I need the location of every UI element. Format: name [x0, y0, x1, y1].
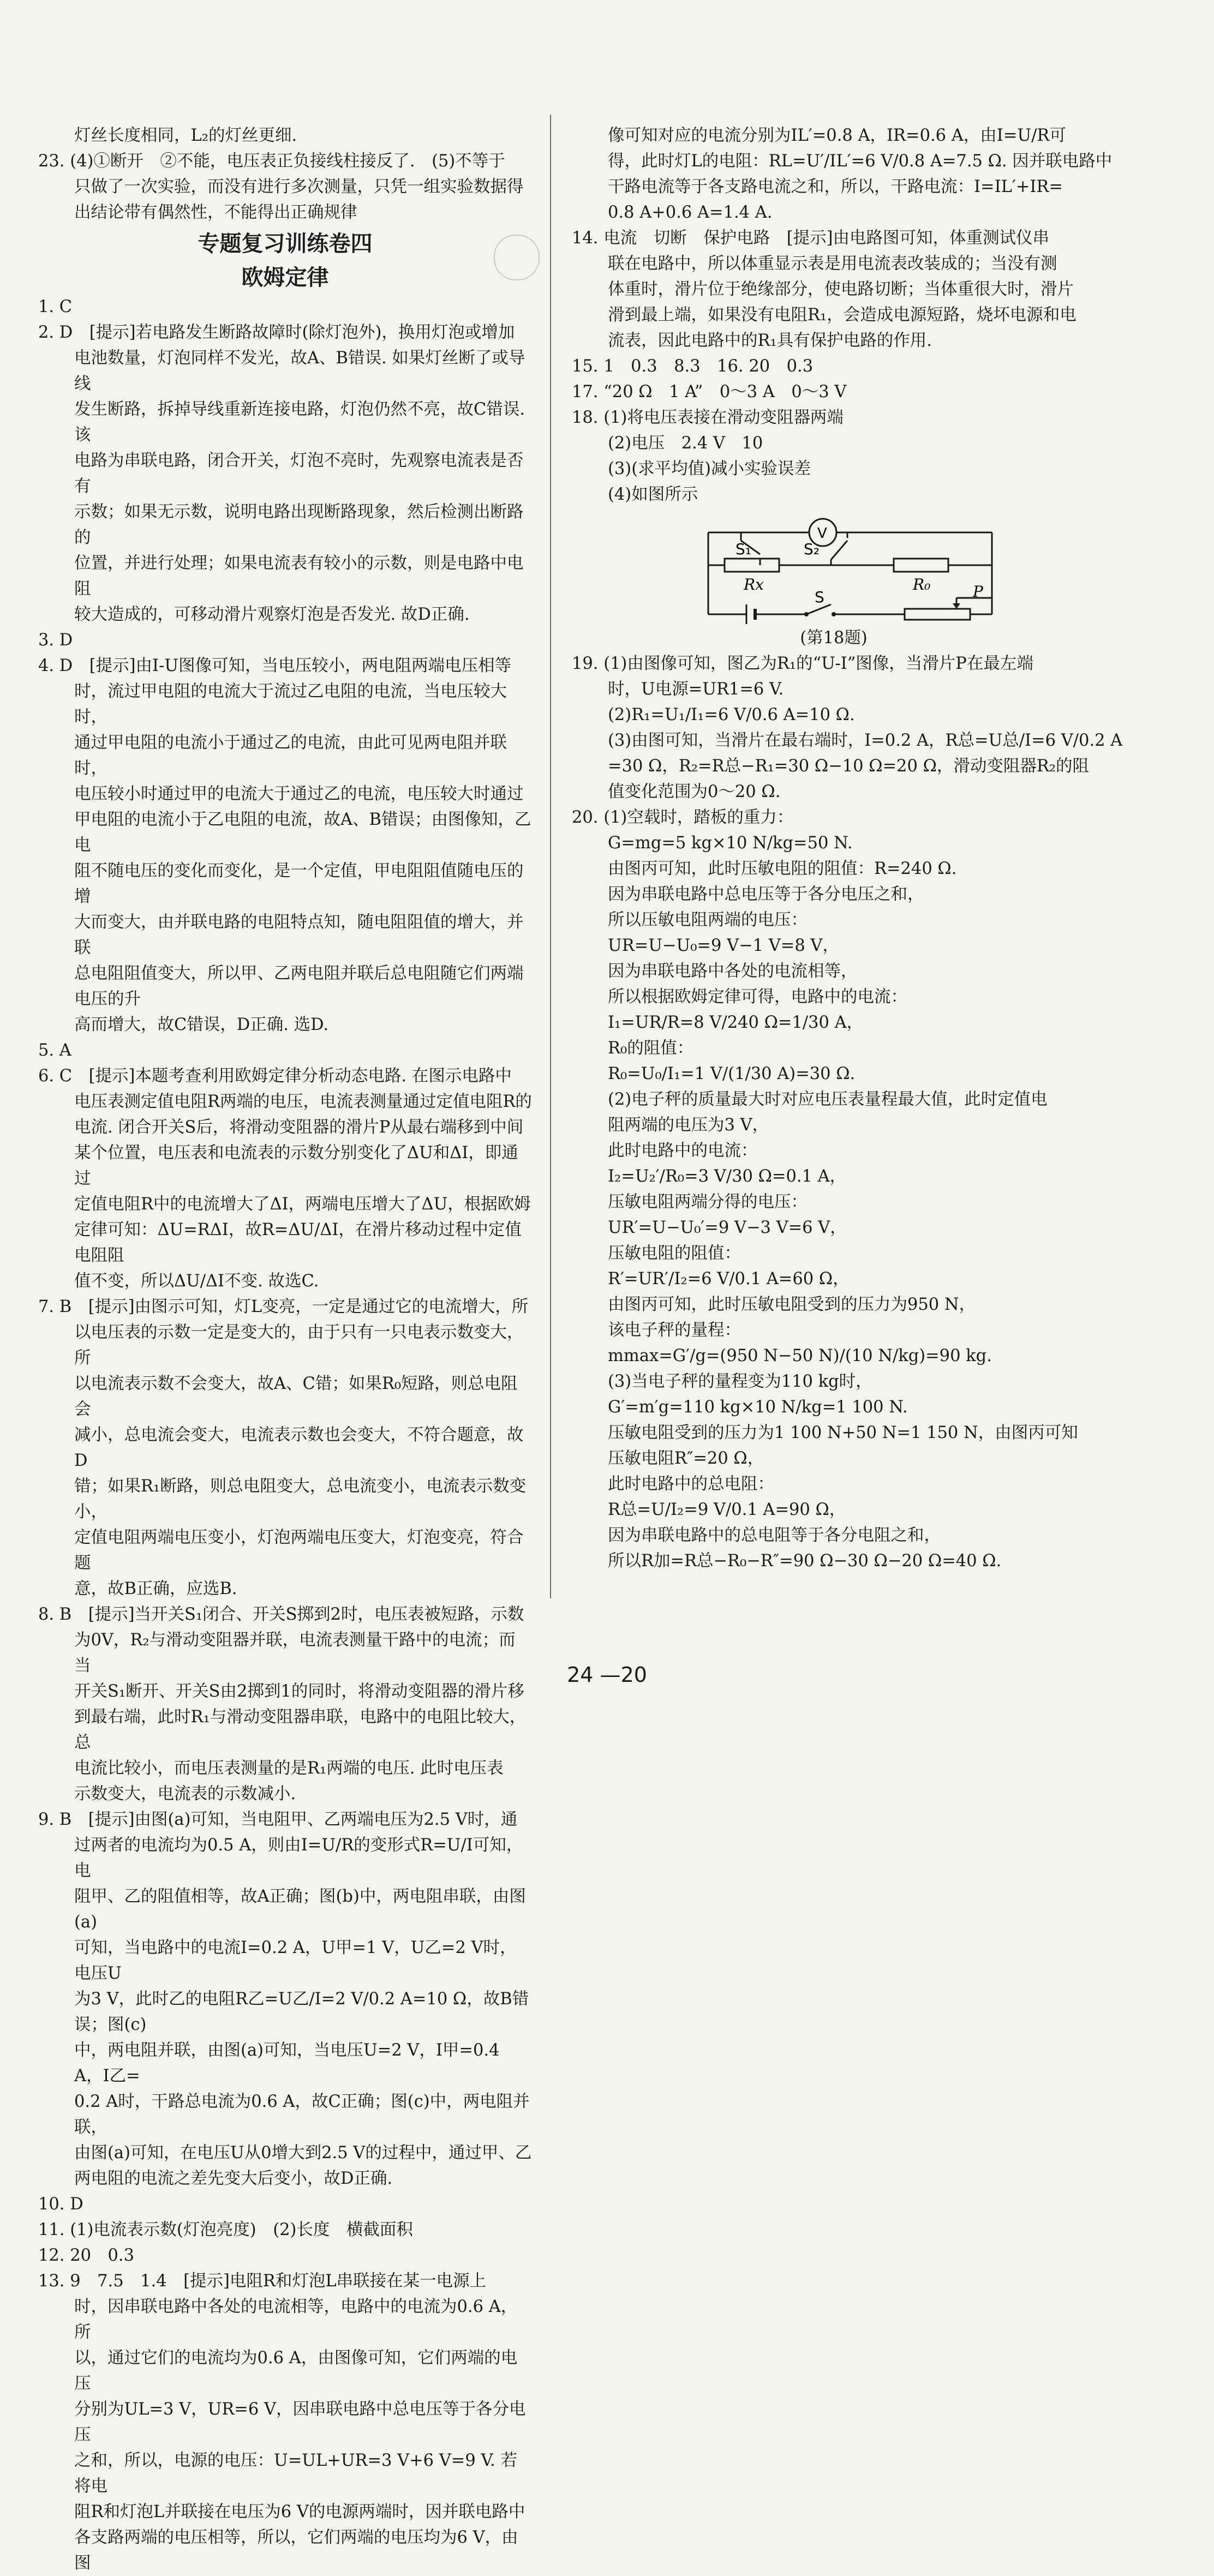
text-line: 压敏电阻R″=20 Ω， — [608, 1449, 764, 1468]
text-line: 干路电流等于各支路电流之和，所以，干路电流：I=IL′+IR= — [608, 177, 1063, 196]
column-divider — [550, 115, 551, 1598]
text-line: 示数变大，电流表的示数减小. — [74, 1784, 296, 1804]
label-p: P — [973, 583, 983, 601]
text-line: 3. D — [38, 631, 73, 650]
text-line: 各支路两端的电压相等，所以，它们两端的电压均为6 V，由图 — [74, 2528, 518, 2573]
left-column — [38, 123, 532, 2576]
text-line: 可知，当电路中的电流I=0.2 A，U甲=1 V，U乙=2 V时，电压U — [74, 1938, 517, 1983]
text-line: 定值电阻R中的电流增大了ΔI，两端电压增大了ΔU，根据欧姆 — [74, 1195, 531, 1214]
text-line: 灯丝长度相同，L₂的灯丝更细. — [74, 126, 297, 145]
text-line: 此时电路中的总电阻： — [608, 1475, 774, 1494]
text-line: 值不变，所以ΔU/ΔI不变. 故选C. — [74, 1272, 319, 1291]
text-line: 联在电路中，所以体重显示表是用电流表改装成的；当没有测 — [608, 254, 1057, 273]
text-line: 7. B [提示]由图示可知，灯L变亮，一定是通过它的电流增大，所 — [38, 1297, 529, 1316]
text-line: 出结论带有偶然性，不能得出正确规律 — [74, 203, 357, 222]
text-line: R₀=U₀/I₁=1 V/(1/30 A)=30 Ω. — [608, 1064, 856, 1083]
text-line: 位置，并进行处理；如果电流表有较小的示数，则是电路中电阻 — [74, 554, 524, 598]
section-subtitle: 欧姆定律 — [241, 265, 329, 290]
label-rx: Rx — [744, 576, 764, 594]
text-line: I₁=UR/R=8 V/240 Ω=1/30 A， — [608, 1013, 864, 1032]
text-line: R′=UR′/I₂=6 V/0.1 A=60 Ω， — [608, 1269, 850, 1289]
text-line: 6. C [提示]本题考查利用欧姆定律分析动态电路. 在图示电路中 — [38, 1067, 512, 1086]
text-line: 某个位置，电压表和电流表的示数分别变化了ΔU和ΔI，即通过 — [74, 1143, 518, 1188]
text-line: 电流比较小，而电压表测量的是R₁两端的电压. 此时电压表 — [74, 1759, 504, 1778]
label-s2: S₂ — [804, 540, 820, 558]
text-line: 意，故B正确，应选B. — [74, 1579, 237, 1598]
text-line: R总=U/I₂=9 V/0.1 A=90 Ω， — [608, 1500, 846, 1519]
text-line: 10. D — [38, 2195, 83, 2214]
text-line: 分别为UL=3 V，UR=6 V，因串联电路中总电压等于各分电压 — [74, 2400, 526, 2445]
text-line: 压敏电阻的阻值： — [608, 1244, 741, 1263]
text-line: (4)如图所示 — [608, 485, 698, 504]
text-line: 定值电阻两端电压变小，灯泡两端电压变大，灯泡变亮，符合题 — [74, 1528, 524, 1573]
text-line: 以电流表示数不会变大，故A、C错；如果R₀短路，则总电阻会 — [74, 1374, 518, 1419]
text-line: UR=U−U₀=9 V−1 V=8 V， — [608, 936, 839, 955]
text-line: 0.8 A+0.6 A=1.4 A. — [608, 203, 773, 222]
text-line: 所以压敏电阻两端的电压： — [608, 910, 808, 930]
text-line: 0.2 A时，干路总电流为0.6 A，故C正确；图(c)中，两电阻并联， — [74, 2092, 530, 2137]
text-line: 高而增大，故C错误，D正确. 选D. — [74, 1015, 329, 1034]
text-line: 值变化范围为0～20 Ω. — [608, 782, 781, 801]
text-line: 19. (1)由图像可知，图乙为R₁的“U-I”图像，当滑片P在最左端 — [572, 654, 1033, 673]
text-line: R₀的阻值： — [608, 1039, 694, 1058]
text-line: 甲电阻的电流小于乙电阻的电流，故A、B错误；由图像知，乙电 — [74, 810, 531, 855]
text-line: 电流. 闭合开关S后，将滑动变阻器的滑片P从最右端移到中间 — [74, 1118, 524, 1137]
text-line: 电压表测定值电阻R两端的电压，电流表测量通过定值电阻R的 — [74, 1092, 532, 1111]
text-line: 体重时，滑片位于绝缘部分，使电路切断；当体重很大时，滑片 — [608, 280, 1074, 299]
text-line: 因为串联电路中各处的电流相等， — [608, 962, 858, 981]
text-line: 因为串联电路中总电压等于各分电压之和， — [608, 885, 924, 904]
text-line: 中，两电阻并联，由图(a)可知，当电压U=2 V，I甲=0.4 A，I乙= — [74, 2041, 500, 2086]
text-line: 阻不随电压的变化而变化，是一个定值，甲电阻阻值随电压的增 — [74, 861, 524, 906]
text-line: 1. C — [38, 297, 73, 316]
watermark-stamp — [494, 235, 540, 280]
text-line: 开关S₁断开、开关S由2掷到1的同时，将滑动变阻器的滑片移 — [74, 1682, 524, 1701]
text-line: 到最右端，此时R₁与滑动变阻器串联，电路中的电阻比较大，总 — [74, 1708, 527, 1752]
text-line: 由图丙可知，此时压敏电阻的阻值：R=240 Ω. — [608, 859, 957, 878]
text-line: (3)当电子秤的量程变为110 kg时， — [608, 1372, 872, 1391]
text-line: (2)电子秤的质量最大时对应电压表量程最大值，此时定值电 — [608, 1090, 1048, 1109]
text-line: 过两者的电流均为0.5 A，则由I=U/R的变形式R=U/I可知，电 — [74, 1836, 523, 1880]
text-line: 减小，总电流会变大，电流表示数也会变大，不符合题意，故D — [74, 1425, 524, 1470]
text-line: 滑到最上端，如果没有电阻R₁，会造成电源短路，烧坏电源和电 — [608, 305, 1077, 325]
text-line: 2. D [提示]若电路发生断路故障时(除灯泡外)，换用灯泡或增加 — [38, 323, 515, 342]
text-line: 电池数量，灯泡同样不发光，故A、B错误. 如果灯丝断了或导线 — [74, 349, 525, 393]
right-body — [572, 123, 1177, 507]
label-r0: R₀ — [913, 576, 931, 594]
text-line: 20. (1)空载时，踏板的重力： — [572, 808, 794, 827]
text-line: (2)R₁=U₁/I₁=6 V/0.6 A=10 Ω. — [608, 705, 855, 724]
text-line: 阻两端的电压为3 V， — [608, 1116, 769, 1135]
text-line: 23. (4)①断开 ②不能，电压表正负接线柱接反了. (5)不等于 — [38, 152, 505, 171]
text-line: 时，因串联电路中各处的电流相等，电路中的电流为0.6 A，所 — [74, 2297, 518, 2342]
text-line: 5. A — [38, 1041, 71, 1060]
text-line: mmax=G′/g=(950 N−50 N)/(10 N/kg)=90 kg. — [608, 1346, 992, 1365]
text-line: 15. 1 0.3 8.3 16. 20 0.3 — [572, 357, 814, 376]
label-voltmeter: V — [817, 525, 827, 542]
text-line: 所以根据欧姆定律可得，电路中的电流： — [608, 987, 907, 1007]
text-line: 此时电路中的电流： — [608, 1141, 758, 1160]
text-line: I₂=U₂′/R₀=3 V/30 Ω=0.1 A， — [608, 1167, 847, 1186]
text-line: 只做了一次实验，而没有进行多次测量，只凭一组实验数据得 — [74, 177, 524, 196]
text-line: 总电阻阻值变大，所以甲、乙两电阻并联后总电阻随它们两端电压的升 — [74, 964, 524, 1009]
text-line: 两电阻的电流之差先变大后变小，故D正确. — [74, 2169, 393, 2188]
text-line: 9. B [提示]由图(a)可知，当电阻甲、乙两端电压为2.5 V时，通 — [38, 1810, 518, 1829]
text-line: 阻甲、乙的阻值相等，故A正确；图(b)中，两电阻串联，由图(a) — [74, 1887, 526, 1932]
text-line: 因为串联电路中的总电阻等于各分电阻之和， — [608, 1526, 941, 1545]
label-s: S — [815, 588, 824, 606]
text-line: 11. (1)电流表示数(灯泡亮度) (2)长度 横截面积 — [38, 2220, 413, 2239]
text-line: 8. B [提示]当开关S₁闭合、开关S掷到2时，电压表被短路，示数 — [38, 1605, 524, 1624]
right-column — [572, 123, 1177, 1574]
page-number: 24 —20 — [567, 1663, 647, 1687]
text-line: (3)(求平均值)减小实验误差 — [608, 459, 811, 478]
text-line: G′=m′g=110 kg×10 N/kg=1 100 N. — [608, 1398, 908, 1417]
text-line: 12. 20 0.3 — [38, 2246, 135, 2265]
left-top-lines — [38, 123, 532, 225]
text-line: 该电子秤的量程： — [608, 1321, 741, 1340]
text-line: 时，流过甲电阻的电流大于流过乙电阻的电流，当电压较大时， — [74, 682, 507, 727]
circuit-diagram — [697, 511, 1003, 625]
text-line: 以电压表的示数一定是变大的，由于只有一只电表示数变大，所 — [74, 1323, 524, 1368]
text-line: 13. 9 7.5 1.4 [提示]电阻R和灯泡L串联接在某一电源上 — [38, 2272, 487, 2291]
section-title: 专题复习训练卷四 — [198, 231, 373, 256]
text-line: UR′=U−U₀′=9 V−3 V=6 V， — [608, 1218, 847, 1237]
text-line: 通过甲电阻的电流小于通过乙的电流，由此可见两电阻并联时， — [74, 733, 507, 778]
text-line: 为3 V，此时乙的电阻R乙=U乙/I=2 V/0.2 A=10 Ω，故B错误；图(c) — [74, 1990, 529, 2034]
text-line: 18. (1)将电压表接在滑动变阻器两端 — [572, 408, 844, 427]
text-line: 17. “20 Ω 1 A” 0～3 A 0～3 V — [572, 382, 847, 402]
text-line: 定律可知：ΔU=RΔI，故R=ΔU/ΔI，在滑片移动过程中定值电阻阻 — [74, 1220, 522, 1265]
text-line: 由图(a)可知，在电压U从0增大到2.5 V的过程中，通过甲、乙 — [74, 2143, 532, 2162]
text-line: 4. D [提示]由I-U图像可知，当电压较小，两电阻两端电压相等 — [38, 656, 512, 675]
text-line: (2)电压 2.4 V 10 — [608, 434, 763, 453]
figure-caption: (第18题) — [800, 628, 868, 648]
text-line: G=mg=5 kg×10 N/kg=50 N. — [608, 834, 853, 853]
text-line: 大而变大，由并联电路的电阻特点知，随电阻阻值的增大，并联 — [74, 913, 524, 957]
text-line: 流表，因此电路中的R₁具有保护电路的作用. — [608, 331, 932, 350]
text-line: 电压较小时通过甲的电流大于通过乙的电流，电压较大时通过 — [74, 784, 524, 804]
text-line: 14. 电流 切断 保护电路 [提示]由电路图可知，体重测试仪串 — [572, 229, 1049, 248]
text-line: 由图丙可知，此时压敏电阻受到的压力为950 N， — [608, 1295, 976, 1314]
label-s1: S₁ — [735, 540, 751, 558]
text-line: 较大造成的，可移动滑片观察灯泡是否发光. 故D正确. — [74, 605, 470, 624]
text-line: =30 Ω，R₂=R总−R₁=30 Ω−10 Ω=20 Ω，滑动变阻器R₂的阻 — [608, 757, 1090, 776]
text-line: 以，通过它们的电流均为0.6 A，由图像可知，它们两端的电压 — [74, 2349, 518, 2393]
text-line: 所以R加=R总−R₀−R″=90 Ω−30 Ω−20 Ω=40 Ω. — [608, 1551, 1002, 1571]
text-line: 时，U电源=UR1=6 V. — [608, 680, 784, 699]
text-line: (3)由图可知，当滑片在最右端时，I=0.2 A，R总=U总/I=6 V/0.2 A — [608, 731, 1123, 750]
text-line: 电路为串联电路，闭合开关，灯泡不亮时，先观察电流表是否有 — [74, 451, 524, 496]
text-line: 压敏电阻两端分得的电压： — [608, 1193, 808, 1212]
text-line: 示数；如果无示数，说明电路出现断路现象，然后检测出断路的 — [74, 502, 524, 547]
text-line: 之和，所以，电源的电压：U=UL+UR=3 V+6 V=9 V. 若将电 — [74, 2451, 518, 2496]
left-body — [38, 294, 532, 2576]
right-body-2 — [572, 651, 1177, 1574]
text-line: 压敏电阻受到的压力为1 100 N+50 N=1 150 N，由图丙可知 — [608, 1423, 1078, 1442]
text-line: 为0V，R₂与滑动变阻器并联，电流表测量干路中的电流；而当 — [74, 1631, 516, 1675]
text-line: 错；如果R₁断路，则总电阻变大，总电流变小，电流表示数变小， — [74, 1477, 527, 1521]
text-line: 发生断路，拆掉导线重新连接电路，灯泡仍然不亮，故C错误. 该 — [74, 400, 525, 445]
text-line: 像可知对应的电流分别为IL′=0.8 A，IR=0.6 A，由I=U/R可 — [608, 126, 1066, 145]
text-line: 阻R和灯泡L并联接在电压为6 V的电源两端时，因并联电路中 — [74, 2502, 525, 2521]
text-line: 得，此时灯L的电阻：RL=U′/IL′=6 V/0.8 A=7.5 Ω. 因并联电路中 — [608, 152, 1113, 171]
